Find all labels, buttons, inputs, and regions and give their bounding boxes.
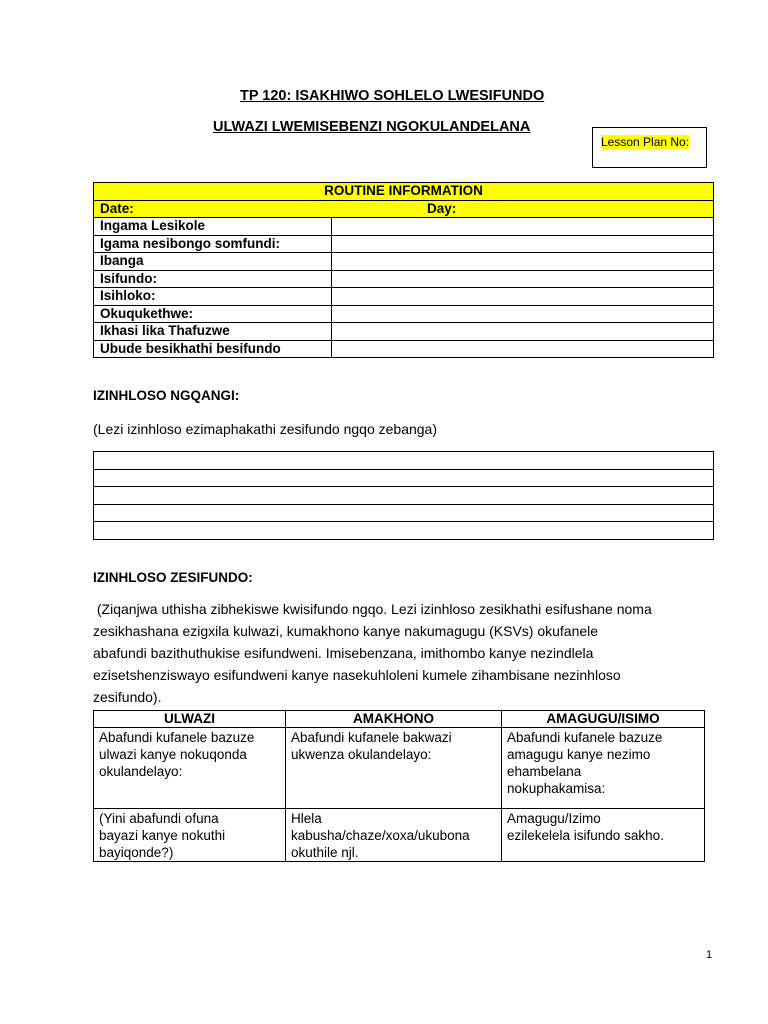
cell-line: Amagugu/Izimo [507, 811, 601, 826]
objectives-note-line: (Ziqanjwa uthisha zibhekiswe kwisifundo ngqo. Lezi izinhloso zesikhathi esifushane noma [93, 601, 652, 617]
ksv-cell-values[interactable] [502, 728, 705, 809]
cell-line: ukwenza okulandelayo: [291, 747, 432, 762]
cell-line: bayazi kanye nokuthi [99, 828, 226, 843]
routine-row [94, 323, 714, 341]
cell-line: okulandelayo: [99, 764, 183, 779]
aims-row[interactable] [94, 452, 714, 470]
day-label: Day: [427, 200, 457, 216]
page-number: 1 [706, 949, 713, 961]
cell-line: (Yini abafundi ofuna [99, 811, 219, 826]
cell-line: Abafundi kufanele bazuze [507, 730, 663, 745]
routine-row [94, 340, 714, 358]
aims-row[interactable] [94, 522, 714, 540]
objectives-note [93, 598, 713, 708]
cell-line: Abafundi kufanele bazuze [99, 730, 255, 745]
routine-row-label: Ingama Lesikole [94, 218, 332, 236]
routine-row-value[interactable] [332, 270, 714, 288]
cell-line: Abafundi kufanele bakwazi [291, 730, 452, 745]
routine-row-value[interactable] [332, 340, 714, 358]
document-subtitle: ULWAZI LWEMISEBENZI NGOKULANDELANA [213, 119, 531, 135]
aims-row[interactable] [94, 487, 714, 505]
cell-line: nokuphakamisa: [507, 781, 606, 796]
objectives-note-line: abafundi bazithuthukise esifundweni. Imisebenzana, imithombo kanye nezindlela [93, 645, 594, 661]
cell-line: kabusha/chaze/xoxa/ukubona [291, 828, 470, 843]
cell-line: okuthile njl. [291, 845, 359, 860]
ksv-header-values: AMAGUGU/ISIMO [502, 711, 705, 728]
aims-table [93, 451, 714, 540]
cell-line: Hlela [291, 811, 322, 826]
routine-row-label: Isifundo: [94, 270, 332, 288]
routine-row-value[interactable] [332, 253, 714, 271]
objectives-note-line: zesikhashana ezigxila kulwazi, kumakhono kanye nakumagugu (KSVs) okufanele [93, 623, 599, 639]
aims-row[interactable] [94, 504, 714, 522]
ksv-cell-values[interactable] [502, 809, 705, 862]
cell-line: bayiqonde?) [99, 845, 174, 860]
routine-row [94, 253, 714, 271]
routine-row-value[interactable] [332, 235, 714, 253]
routine-header-cell [94, 183, 714, 201]
date-day-row[interactable] [94, 200, 714, 218]
routine-header: ROUTINE INFORMATION [324, 183, 483, 199]
ksv-header-knowledge: ULWAZI [94, 711, 286, 728]
routine-row-label: Ibanga [94, 253, 332, 271]
ksv-header-skills: AMAKHONO [286, 711, 502, 728]
cell-line: ezilekelela isifundo sakho. [507, 828, 664, 843]
ksv-cell-knowledge[interactable] [94, 809, 286, 862]
date-label: Date: [100, 200, 134, 216]
aims-note: (Lezi izinhloso ezimaphakathi zesifundo ngqo zebanga) [93, 421, 437, 437]
ksv-cell-skills[interactable] [286, 809, 502, 862]
routine-row-label: Ubude besikhathi besifundo [94, 340, 332, 358]
routine-information-table [93, 182, 714, 358]
objectives-note-line: ezisetshenziswayo esifundweni kanye nasekuhloleni kumele zihambisane nezinhloso [93, 667, 621, 683]
routine-row-value[interactable] [332, 305, 714, 323]
ksv-table [93, 710, 705, 862]
routine-row-label: Ikhasi lika Thafuzwe [94, 323, 332, 341]
routine-row-label: Igama nesibongo somfundi: [94, 235, 332, 253]
aims-heading: IZINHLOSO NGQANGI: [93, 388, 240, 403]
routine-row-value[interactable] [332, 218, 714, 236]
document-title: TP 120: ISAKHIWO SOHLELO LWESIFUNDO [240, 88, 545, 104]
cell-line: ulwazi kanye nokuqonda [99, 747, 247, 762]
routine-row-label: Okuqukethwe: [94, 305, 332, 323]
cell-line: amagugu kanye nezimo [507, 747, 651, 762]
routine-row [94, 235, 714, 253]
ksv-cell-knowledge[interactable] [94, 728, 286, 809]
routine-row-label: Isihloko: [94, 288, 332, 306]
routine-row [94, 288, 714, 306]
routine-row-value[interactable] [332, 288, 714, 306]
cell-line: ehambelana [507, 764, 582, 779]
aims-row[interactable] [94, 469, 714, 487]
routine-row [94, 218, 714, 236]
objectives-heading: IZINHLOSO ZESIFUNDO: [93, 570, 253, 585]
objectives-note-line: zesifundo). [93, 689, 162, 705]
ksv-cell-skills[interactable] [286, 728, 502, 809]
lesson-plan-label: Lesson Plan No: [601, 135, 690, 149]
routine-row [94, 270, 714, 288]
routine-row-value[interactable] [332, 323, 714, 341]
lesson-plan-box[interactable] [592, 127, 707, 168]
routine-row [94, 305, 714, 323]
